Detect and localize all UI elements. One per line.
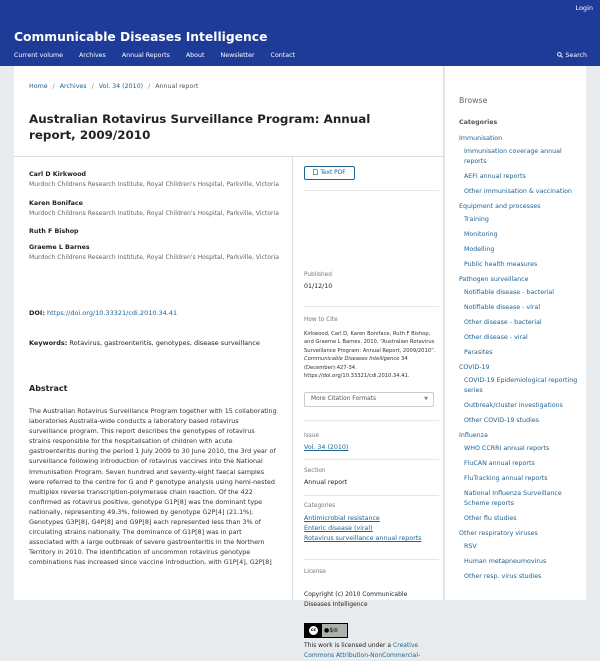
sidebar-subcategory[interactable]: Notifiable disease - bacterial bbox=[464, 289, 555, 296]
login-link[interactable]: Login bbox=[575, 4, 593, 12]
search-link[interactable] bbox=[557, 51, 587, 61]
section-label: Section bbox=[304, 468, 326, 474]
license-copyright: Copyright (c) 2010 Communicable Diseases Intelligence bbox=[304, 591, 408, 608]
author-name: Ruth F Bishop bbox=[29, 228, 79, 235]
license-label: License bbox=[304, 569, 326, 575]
sidebar-subcategory[interactable]: FluCAN annual reports bbox=[464, 460, 535, 467]
breadcrumb-current: Annual report bbox=[155, 83, 199, 90]
how-to-cite-label: How to Cite bbox=[304, 317, 338, 323]
nav-newsletter[interactable]: Newsletter bbox=[220, 52, 255, 59]
sidebar-subcategory[interactable]: Human metapneumovirus bbox=[464, 558, 547, 565]
sidebar-category[interactable]: Pathogen surveillance bbox=[459, 276, 529, 283]
author-affiliation: Murdoch Childrens Research Institute, Royal Children's Hospital, Parkville, Victoria bbox=[29, 254, 279, 261]
author-list bbox=[29, 170, 284, 272]
abstract-heading: Abstract bbox=[29, 384, 68, 393]
sidebar-subcategory[interactable]: WHO CCRRI annual reports bbox=[464, 445, 550, 452]
author-affiliation: Murdoch Childrens Research Institute, Royal Children's Hospital, Parkville, Victoria bbox=[29, 209, 279, 217]
issue-link[interactable]: Vol. 34 (2010) bbox=[304, 444, 349, 451]
sidebar-subcategory[interactable]: COVID-19 Epidemiological reporting series bbox=[464, 377, 578, 394]
sidebar-subcategory[interactable]: Other resp. virus studies bbox=[464, 573, 542, 580]
author-name: Karen Boniface bbox=[29, 199, 83, 207]
sidebar-subcategory[interactable]: FluTracking annual reports bbox=[464, 475, 548, 482]
cc-logo-icon: cc bbox=[308, 625, 319, 636]
site-title[interactable]: Communicable Diseases Intelligence bbox=[14, 30, 268, 44]
author-name: Carl D Kirkwood bbox=[29, 171, 87, 178]
sidebar-subcategory[interactable]: Other disease - viral bbox=[464, 334, 528, 341]
sidebar-subcategory[interactable]: Notifiable disease - viral bbox=[464, 304, 541, 311]
article-panel bbox=[14, 66, 444, 659]
sidebar-category[interactable]: Other respiratory viruses bbox=[459, 530, 538, 537]
category-link[interactable]: Rotavirus surveillance annual reports bbox=[304, 535, 422, 542]
sidebar-subcategory[interactable]: Monitoring bbox=[464, 231, 498, 238]
search-label: Search bbox=[565, 52, 587, 59]
divider bbox=[14, 156, 443, 157]
author bbox=[29, 199, 284, 219]
sidebar-subcategory[interactable]: National Influenza Surveillance Scheme reports bbox=[464, 490, 562, 507]
citation-formats-label: More Citation Formats bbox=[311, 396, 377, 402]
file-pdf-icon bbox=[313, 169, 318, 175]
sidebar-subcategory[interactable]: Outbreak/cluster investigations bbox=[464, 402, 563, 409]
license-link[interactable]: Creative Commons Attribution-NonCommercial- bbox=[304, 642, 421, 659]
breadcrumb-archives[interactable]: Archives bbox=[59, 83, 87, 90]
site-header bbox=[0, 0, 600, 66]
search-icon bbox=[557, 52, 563, 58]
category-links bbox=[304, 514, 421, 544]
sidebar-subcategory[interactable]: Parasites bbox=[464, 349, 493, 356]
divider bbox=[304, 559, 439, 560]
sidebar-category[interactable]: Equipment and processes bbox=[459, 203, 541, 210]
author-name: Graeme L Barnes bbox=[29, 244, 90, 251]
citation-journal: Communicable Diseases Intelligence bbox=[304, 356, 400, 363]
sidebar-category[interactable]: Influenza bbox=[459, 432, 488, 439]
column-divider bbox=[292, 156, 293, 600]
license-note bbox=[304, 641, 437, 661]
sidebar-subcategory[interactable]: Other immunisation & vaccination bbox=[464, 188, 572, 195]
abstract-text: The Australian Rotavirus Surveillance Program together with 15 collaborating laboratories Australia-wide conducts a laboratory based rotavirus surveillance program. This report describes the genotypes of rotavirus strains responsible for the hospitalisation of children with acute gastroenteritis during the period 1 July 2009 to 30 June 2010, the 3rd year of surveillance following introduction of rotavirus vaccines into the National Immunisation Program. Seven hundred and seventy-eight faecal samples were referred to the centre for G and P genotype analysis using hemi-nested multiplex reverse transcription-polymerase chain reaction. Of the 422 confirmed as rotavirus positive, genotype G1P[8] was the dominant type nationally, representing 49.3%, followed by genotype G2P[4] (21.1%). Genotypes G3P[8], G4P[8] and G9P[8] each represented less than 3% of circulating strains nationally. The dominance of G1P[8] was in part associated with a large outbreak of severe gastroenteritis in the Northern Territory in 2010. The identification of uncommon rotavirus genotype combinations has increased since vaccine introduction, with G1P[4], G2P[8] bbox=[29, 407, 277, 567]
breadcrumb: Home / Archives / Vol. 34 (2010) / Annual report bbox=[29, 83, 199, 90]
sidebar-category-list bbox=[459, 132, 584, 587]
citation-formats-dropdown[interactable] bbox=[304, 392, 434, 407]
divider bbox=[304, 190, 439, 191]
citation-text bbox=[304, 330, 437, 380]
sidebar-subcategory[interactable]: AEFI annual reports bbox=[464, 173, 526, 180]
main-nav bbox=[14, 51, 311, 61]
sidebar bbox=[445, 66, 586, 600]
chevron-down-icon: ▼ bbox=[424, 396, 428, 402]
issue-label: Issue bbox=[304, 433, 319, 439]
sidebar-subcategory[interactable]: Immunisation coverage annual reports bbox=[464, 148, 562, 165]
sidebar-subcategory[interactable]: Other flu studies bbox=[464, 515, 517, 522]
nav-archives[interactable]: Archives bbox=[78, 52, 106, 59]
doi-label: DOI: bbox=[29, 309, 45, 317]
nav-contact[interactable]: Contact bbox=[270, 52, 296, 59]
nav-current-volume[interactable]: Current volume bbox=[14, 52, 63, 59]
page-title: Australian Rotavirus Surveillance Program: Annual report, 2009/2010 bbox=[29, 112, 371, 142]
breadcrumb-home[interactable]: Home bbox=[29, 83, 48, 90]
categories-heading: Categories bbox=[459, 119, 498, 126]
sidebar-subcategory[interactable]: Training bbox=[464, 216, 489, 223]
keywords-label: Keywords: bbox=[29, 339, 68, 347]
divider bbox=[304, 495, 439, 496]
license-note-text: This work is licensed under a bbox=[304, 642, 392, 649]
divider bbox=[304, 420, 439, 421]
sidebar-subcategory[interactable]: Modelling bbox=[464, 246, 495, 253]
sidebar-subcategory[interactable]: RSV bbox=[464, 543, 477, 550]
creative-commons-badge[interactable] bbox=[304, 623, 348, 638]
citation-rest: 34 (December):427-34. https://doi.org/10.33321/cdi.2010.34.41. bbox=[304, 356, 410, 380]
sidebar-subcategory[interactable]: Other COVID-19 studies bbox=[464, 417, 540, 424]
divider bbox=[304, 306, 439, 307]
keywords-value: Rotavirus, gastroenteritis, genotypes, disease surveillance bbox=[69, 339, 260, 347]
sidebar-subcategory[interactable]: Public health measures bbox=[464, 261, 538, 268]
published-label: Published bbox=[304, 272, 332, 278]
pdf-download-button[interactable] bbox=[304, 166, 355, 180]
author bbox=[29, 170, 284, 190]
nav-annual-reports[interactable]: Annual Reports bbox=[121, 52, 170, 59]
pdf-button-label: Text PDF bbox=[320, 170, 346, 176]
cc-by-nc-nd-icon: ●$⊜ bbox=[324, 627, 339, 634]
citation-authors: Kirkwood, Carl D, Karen Boniface, Ruth F Bishop, and Graeme L Barnes. 2010. “Australian Rotavirus Surveillance Program: Annual Report, 2009/2010”. bbox=[304, 331, 436, 354]
sidebar-category[interactable]: COVID-19 bbox=[459, 364, 490, 371]
category-link[interactable]: Enteric disease (viral) bbox=[304, 525, 373, 532]
doi bbox=[29, 308, 177, 318]
section-value: Annual report bbox=[304, 479, 348, 486]
breadcrumb-issue[interactable]: Vol. 34 (2010) bbox=[98, 83, 144, 90]
published-date: 01/12/10 bbox=[304, 283, 333, 290]
author bbox=[29, 227, 284, 237]
sidebar-category[interactable]: Immunisation bbox=[459, 135, 503, 142]
nav-about[interactable]: About bbox=[185, 52, 205, 59]
doi-link[interactable]: https://doi.org/10.33321/cdi.2010.34.41 bbox=[47, 309, 178, 317]
category-link[interactable]: Antimicrobial resistance bbox=[304, 515, 380, 522]
browse-heading: Browse bbox=[459, 96, 488, 105]
author-affiliation: Murdoch Childrens Research Institute, Royal Children's Hospital, Parkville, Victoria bbox=[29, 181, 279, 188]
author bbox=[29, 243, 284, 263]
sidebar-subcategory[interactable]: Other disease - bacterial bbox=[464, 319, 542, 326]
keywords bbox=[29, 338, 260, 348]
divider bbox=[304, 459, 439, 460]
categories-label: Categories bbox=[304, 503, 336, 509]
